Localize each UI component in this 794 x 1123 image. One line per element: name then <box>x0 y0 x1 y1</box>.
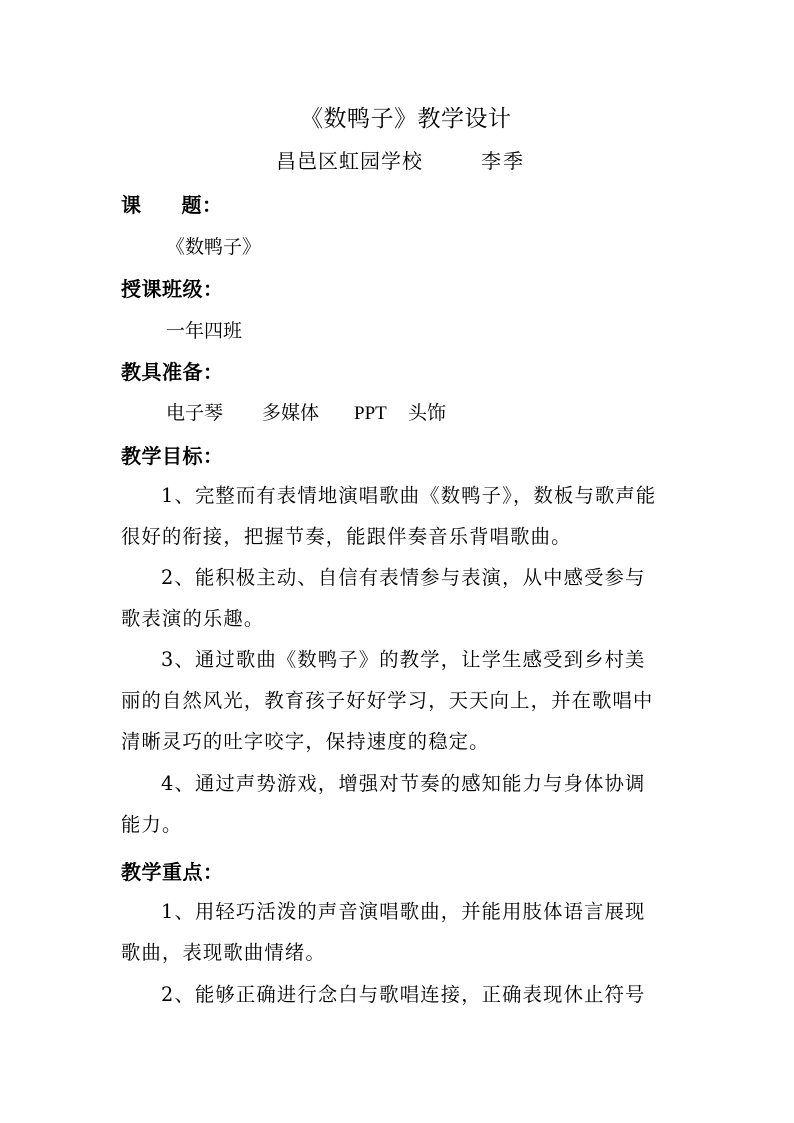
key-point-item: 2、能够正确进行念白与歌唱连接，正确表现休止符号 <box>161 983 646 1006</box>
equipment-item: PPT <box>354 403 387 424</box>
goal-item: 3、通过歌曲《数鸭子》的教学，让学生感受到乡村美丽的自然风光，教育孩子好好学习，天天向上，并在歌唱中清晰灵巧的吐字咬字，保持速度的稳定。 <box>121 648 654 753</box>
equipment-heading: 教具准备： <box>121 360 224 384</box>
topic-value: 《数鸭子》 <box>166 236 262 258</box>
school-name: 昌邑区虹园学校 <box>276 149 423 173</box>
equipment-item: 多媒体 <box>262 402 320 424</box>
class-value: 一年四班 <box>166 320 243 342</box>
equipment-item: 电子琴 <box>166 402 224 424</box>
goal-item: 4、通过声势游戏，增强对节奏的感知能力与身体协调能力。 <box>121 772 646 836</box>
goals-heading: 教学目标： <box>121 444 224 468</box>
class-heading: 授课班级： <box>121 277 224 301</box>
author-name: 李季 <box>481 149 525 173</box>
topic-heading <box>121 189 223 218</box>
key-point-item: 1、用轻巧活泼的声音演唱歌曲，并能用肢体语言展现歌曲，表现歌曲情绪。 <box>121 900 646 964</box>
goal-item: 1、完整而有表情地演唱歌曲《数鸭子》，数板与歌声能很好的衔接，把握节奏，能跟伴奏音乐背唱歌曲。 <box>121 484 657 548</box>
topic-heading-part-2: 题： <box>181 193 223 217</box>
topic-heading-part-1: 课 <box>121 193 142 217</box>
author-line <box>276 145 525 174</box>
document-title: 《数鸭子》教学设计 <box>300 106 512 132</box>
key-points-heading: 教学重点： <box>121 860 224 884</box>
equipment-item: 头饰 <box>408 402 447 424</box>
goal-item: 2、能积极主动、自信有表情参与表演，从中感受参与歌表演的乐趣。 <box>121 566 646 630</box>
equipment-list <box>166 398 446 425</box>
